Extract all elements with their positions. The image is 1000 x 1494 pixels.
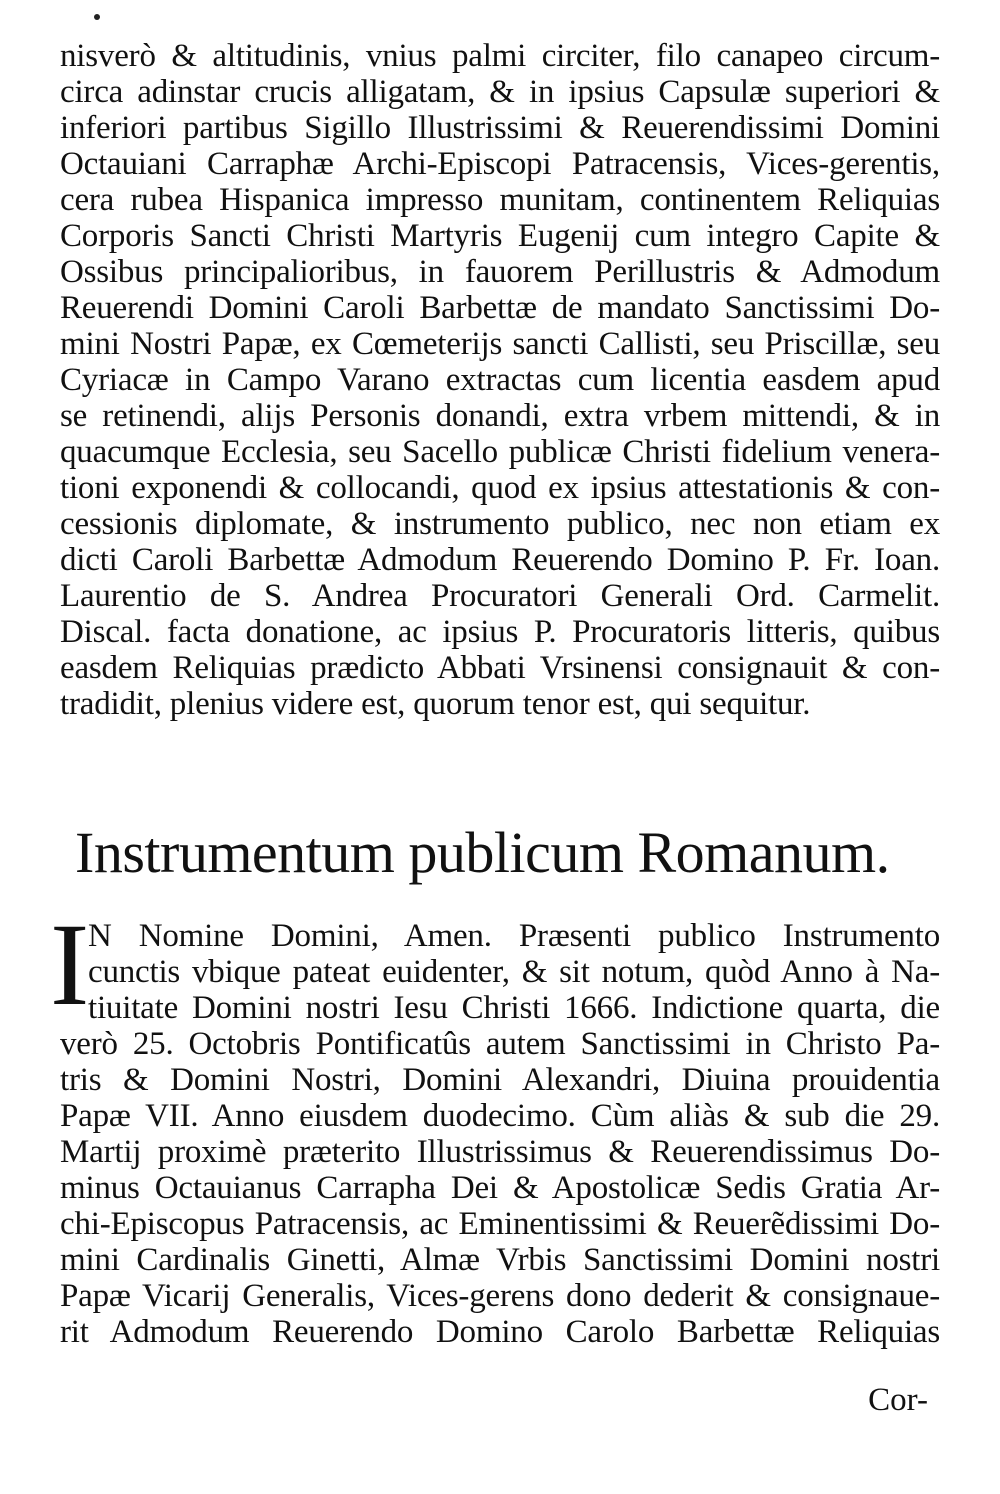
text-line: N Nomine Domini, Amen. Præsenti publico Instrumento (88, 918, 940, 954)
paragraph-continuation (60, 38, 940, 722)
text-line: dicti Caroli Barbettæ Admodum Reuerendo Domino P. Fr. Ioan. (60, 542, 940, 578)
text-line: Discal. facta donatione, ac ipsius P. Procuratoris litteris, quibus (60, 614, 940, 650)
text-line: tioni exponendi & collocandi, quod ex ipsius attestationis & con- (60, 470, 940, 506)
ink-speck (94, 14, 100, 20)
text-line: cera rubea Hispanica impresso munitam, continentem Reliquias (60, 182, 940, 218)
text-line: cunctis vbique pateat euidenter, & sit notum, quòd Anno à Na- (88, 954, 940, 990)
text-line: Ossibus principalioribus, in fauorem Perillustris & Admodum (60, 254, 940, 290)
text-line: easdem Reliquias prædicto Abbati Vrsinensi consignauit & con- (60, 650, 940, 686)
text-line: circa adinstar crucis alligatam, & in ipsius Capsulæ superiori & (60, 74, 940, 110)
text-line: mini Nostri Papæ, ex Cœmeterijs sancti Callisti, seu Priscillæ, seu (60, 326, 940, 362)
text-line: verò 25. Octobris Pontificatûs autem Sanctissimi in Christo Pa- (60, 1026, 940, 1062)
text-line: tris & Domini Nostri, Domini Alexandri, Diuina prouidentia (60, 1062, 940, 1098)
text-line: Reuerendi Domini Caroli Barbettæ de mandato Sanctissimi Do- (60, 290, 940, 326)
text-line: Papæ Vicarij Generalis, Vices-gerens dono dederit & consignaue- (60, 1278, 940, 1314)
text-line: Octauiani Carraphæ Archi-Episcopi Patracensis, Vices-gerentis, (60, 146, 940, 182)
text-line: quacumque Ecclesia, seu Sacello publicæ Christi fidelium venera- (60, 434, 940, 470)
text-line: chi-Episcopus Patracensis, ac Eminentissimi & Reuerẽdissimi Do- (60, 1206, 940, 1242)
section-heading: Instrumentum publicum Romanum. (75, 820, 890, 885)
text-line: Papæ VII. Anno eiusdem duodecimo. Cùm aliàs & sub die 29. (60, 1098, 940, 1134)
paragraph-body (60, 1026, 940, 1350)
text-line: nisverò & altitudinis, vnius palmi circiter, filo canapeo circum- (60, 38, 940, 74)
text-line: se retinendi, alijs Personis donandi, extra vrbem mittendi, & in (60, 398, 940, 434)
text-line: Laurentio de S. Andrea Procuratori Generali Ord. Carmelit. (60, 578, 940, 614)
text-line: cessionis diplomate, & instrumento publico, nec non etiam ex (60, 506, 940, 542)
text-line: tiuitate Domini nostri Iesu Christi 1666. Indictione quarta, die (88, 990, 940, 1026)
text-line: rit Admodum Reuerendo Domino Carolo Barbettæ Reliquias (60, 1314, 940, 1350)
paragraph-opening (88, 918, 940, 1026)
text-line: Corporis Sancti Christi Martyris Eugenij cum integro Capite & (60, 218, 940, 254)
text-line: inferiori partibus Sigillo Illustrissimi & Reuerendissimi Domini (60, 110, 940, 146)
text-line: Cyriacæ in Campo Varano extractas cum licentia easdem apud (60, 362, 940, 398)
text-line: mini Cardinalis Ginetti, Almæ Vrbis Sanctissimi Domini nostri (60, 1242, 940, 1278)
text-line: minus Octauianus Carrapha Dei & Apostolicæ Sedis Gratia Ar- (60, 1170, 940, 1206)
catchword: Cor- (868, 1382, 928, 1418)
text-line: tradidit, plenius videre est, quorum tenor est, qui sequitur. (60, 686, 811, 722)
text-line: Martij proximè præterito Illustrissimus & Reuerendissimus Do- (60, 1134, 940, 1170)
drop-capital: I (50, 899, 90, 1030)
